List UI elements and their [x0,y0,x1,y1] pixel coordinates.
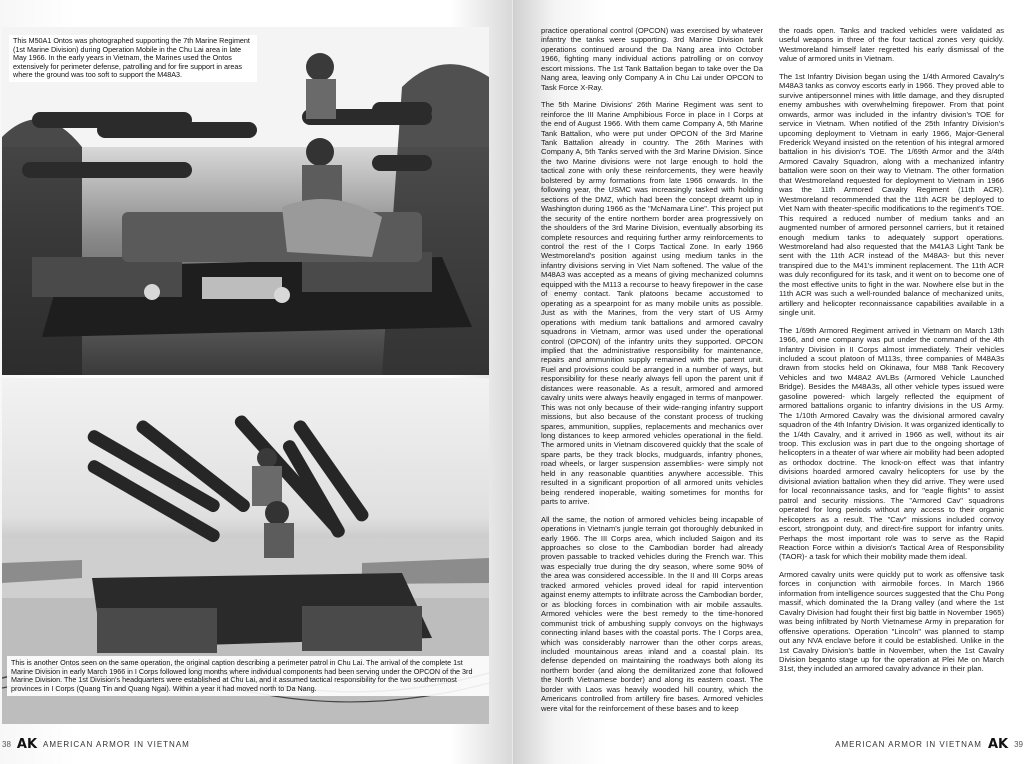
text-column-2 [779,26,1004,682]
paragraph: the roads open. Tanks and tracked vehicles were validated as useful weapons in three of the four tactical zones very quickly. Westmoreland himself later regretted his early dismissal of the value of armored units in Vietnam. [779,26,1004,64]
paragraph: The 1/69th Armored Regiment arrived in Vietnam on March 13th 1966, and one company was put under the command of the 4th Infantry Division in II Corps almost immediately. Their vehicles included a scout platoon of M113s, three companies of M48A3s drawn from stocks held on Okinawa, four M88 Tank Recovery Vehicles and two M48A2 AVLBs (Armored Vehicle Launched Bridge). Besides the M48A3s, all other vehicle types issued were gasoline powered- which largely reflected the equipment of armored battalions organic to infantry divisions in the US Army. The 1/10th Armored Cavalry was the divisional armored cavalry squadron of the 4th Infantry Division. It was organized identically to the 1/4th Cavalry, and it arrived in 1966 as well, without its air troop. This exclusion was in part due to the ongoing shortage of helicopters in a theater of war where air mobility had been adopted as orthodox doctrine. The knock-on effect was that infantry divisions hoarded armored cavalry helicopters for use by the divisional aviation battalion when they did arrive. They were used for local reconnaissance tasks, and for "eagle flights" to assist patrol and security missions. The "Armored Cav" squadrons operated for long periods without any access to their organic helicopters as a result. The "Cav" missions included convoy escort, strongpoint duty, and direct-fire support for infantry units. Perhaps the most important role was to serve as the Rapid Reaction Force within a division's Tactical Area of Responsibility (TAOR)- a task for which their mobility made them ideal. [779,325,1004,562]
text-column-1 [541,26,763,721]
paragraph: All the same, the notion of armored vehicles being incapable of operations in Vietnam's jungle terrain got thoroughly debunked in early 1966. The III Corps area, which included Saigon and its approaches so close to the Cambodian border had already proven passable to tracked vehicles during the French war. This was especially true during the dry season, where some 90% of the area was considered accessible. In the II and III Corps areas tracked armored vehicles proved ideal for rapid intervention against enemy attempts to infiltrate across the Cambodian border, or as blocking forces in combination with air mobile assaults. Armored vehicles were the best remedy to the time-honored communist trick of ambushing supply convoys on the highways connecting inland bases with the coastal ports. The I Corps area, which was considerably narrower than the other corps areas, included mountainous areas inland and a coastal plain. Its defense depended on maintaining the roadways both along its northern border (and along the demilitarized zone that followed the North Vietnamese border) and along its eastern coast. The border with Laos was heavily wooded hill country, which the Americans controlled from artillery fire bases. Armored vehicles were vital for the reinforcement of these bases and to keep [541,514,763,713]
paragraph: Armored cavalry units were quickly put to work as offensive task forces in conjunction with airmobile forces. In March 1966 information from intelligence sources suggested that the Chu Pong massif, which dominated the Ia Drang valley (and where the 1st Cavalry Division had fought their first big battle in November 1965) was being infiltrated by North Vietnamese Army in preparation for offensive operations. Operation "Lincoln" was planned to stamp out any NVA enclave before it could be established. Unlike in the 1st Cavalry Division's battle in November, when the 1st Cavalry Division beganto stage up for the operation at Plei Me on March 31st, they included an armored cavalry advance in their plan. [779,569,1004,674]
book-title-right: AMERICAN ARMOR IN VIETNAM [835,740,982,749]
page-number-left: 38 [2,740,11,749]
paragraph: practice operational control (OPCON) was exercised by whatever infantry the tanks were supporting. 3rd Marine Division tank operations continued around the Da Nang area into October 1966, fighting many individual actions patrolling or on convoy escort missions. The 1st Tank Battalion began to take over the Da Nang area, leaving only Company A in Chu Lai under OPCON to Task Force X-Ray. [541,26,763,92]
paragraph: The 1st Infantry Division began using the 1/4th Armored Cavalry's M48A3 tanks as convoy escorts early in 1966. They proved able to survive antipersonnel mines with little damage, and they disrupted enemy ambushes with overwhelming firepower. From that point onwards, armor was included in the infantry division's TOE for service in Vietnam. When notified of the 25th Infantry Division's upcoming deployment to Vietnam in early 1966, Major-General Frederick Weyand insisted on the retention of his integral armored battalion in his division's TOE. The 1/69th Armor and the 3/4th Armored Cavalry Squadron, along with a mechanized infantry battalion were soon on their way to Vietnam. The other formation that Westmoreland requested for deployment to Vietnam in 1966 was the 11th Armored Cavalry Regiment (11th ACR). Westmoreland recommended that the 11th ACR be deployed to Viet Nam with theater-specific modifications to the regiment's TOE. This required a reduced number of medium tanks and an augmented number of armored personnel carriers, but it retained enough medium tanks to adequately support operations. Westmoreland had also requested that the M41A3 Light Tank be sent with the 11th ACR instead of the M48A3- but this never transpired due to the M41's imminent replacement. The 11th ACR was duly reconfigured for its task, and it went on to become one of the most effective units to fight in the war. Nowhere else but in the 11th ACR was such a well-rounded balance of mechanized units, artillery and helicopter reconnaissance capabilities available in a single unit. [779,71,1004,318]
footer-left [2,737,190,752]
photo-caption-bottom: This is another Ontos seen on the same operation, the original caption describing a perimeter patrol in Chu Lai. The arrival of the complete 1st Marine Division in early March 1966 in I Corps followed long months where individual components had been serving under the OPCON of the 3rd Marine Division. The 1st Division's headquarters were established at Chu Lai, and it assumed tactical responsibility for the two southernmost provinces in I Corps (Quang Tin and Quang Ngai). Within a year it had moved north to Da Nang. [7,656,489,696]
left-page [0,0,512,764]
photo-caption-top: This M50A1 Ontos was photographed supporting the 7th Marine Regiment (1st Marine Division) during Operation Mobile in the Chu Lai area in late May 1966. In the early years in Vietnam, the Marines used the Ontos extensively for perimeter defense, patrolling and for fire support in areas where the ground was too soft to support the M48A3. [9,35,257,82]
footer-right [835,737,1023,752]
ak-logo-right: AK [987,737,1009,752]
paragraph: The 5th Marine Divisions' 26th Marine Regiment was sent to reinforce the III Marine Amphibious Force in place in I Corps at the end of August 1966. With them came Company A, 5th Marine Tank Battalion, who were put under OPCON of the 3rd Marine Tank Battalion already in country. The 26th Marines with Company A, 5th Tanks served with the 3rd Marine Division. Since the two Marine divisions were not large enough to hold the tactical zone with only these reinforcements, they were heavily bolstered by army formations from late 1966 onwards. In the following year, the USMC was increasingly tasked with holding sections of the DMZ, which had been the concept dreamt up in Washington during 1966 as the "McNamara Line". This project put the security of the entire northern border area progressively on the shoulders of the 3rd Marine Division, eventually absorbing its complete resources and requiring further army reinforcements to control the rest of the I Corps Tactical Zone. In early 1966 Westmoreland's position against using medium tanks in the infantry divisions serving in Viet Nam softened. The value of the M48A3 was accepted as a means of giving mechanized columns equipped with the M113 a recourse to heavy firepower in the case of enemy contact. Tank platoons became accustomed to operating as a spearpoint for as many mobile units as possible. Just as with the Marines, from the very start of US Army operations with medium tank battalions and armored cavalry squadrons in Vietnam, armor was used under the operational control (OPCON) of the infantry units they supported. OPCON implied that the administrative responsibility for maintenance, repairs and ammunition supply remained with the parent unit. Fuel and provisions could be arranged in a number of ways, but responsibility for these nearly always fell upon the parent unit if distances were reasonable. As a result, armored and armored cavalry units were always heavily engaged in terms of manpower. This was not only because of their wide-ranging infantry support missions, but also because of the constant process of trucking spares, ammunition, supplies, replacements and mechanics over long distances to keep armored vehicles operational in the field. The armored units in Vietnam discovered quickly that the scale of spare parts, be they track blocks, mudguards, infantry phones, road wheels, or larger suspension assemblies- were simply not held in any reasonable quantities anywhere accessible. This resulted in a significant proportion of all armored units vehicles being rendered inoperable, waiting sometimes for months for parts to arrive. [541,100,763,507]
page-number-right: 39 [1014,740,1023,749]
book-title-left: AMERICAN ARMOR IN VIETNAM [43,740,190,749]
ak-logo-left: AK [16,737,38,752]
